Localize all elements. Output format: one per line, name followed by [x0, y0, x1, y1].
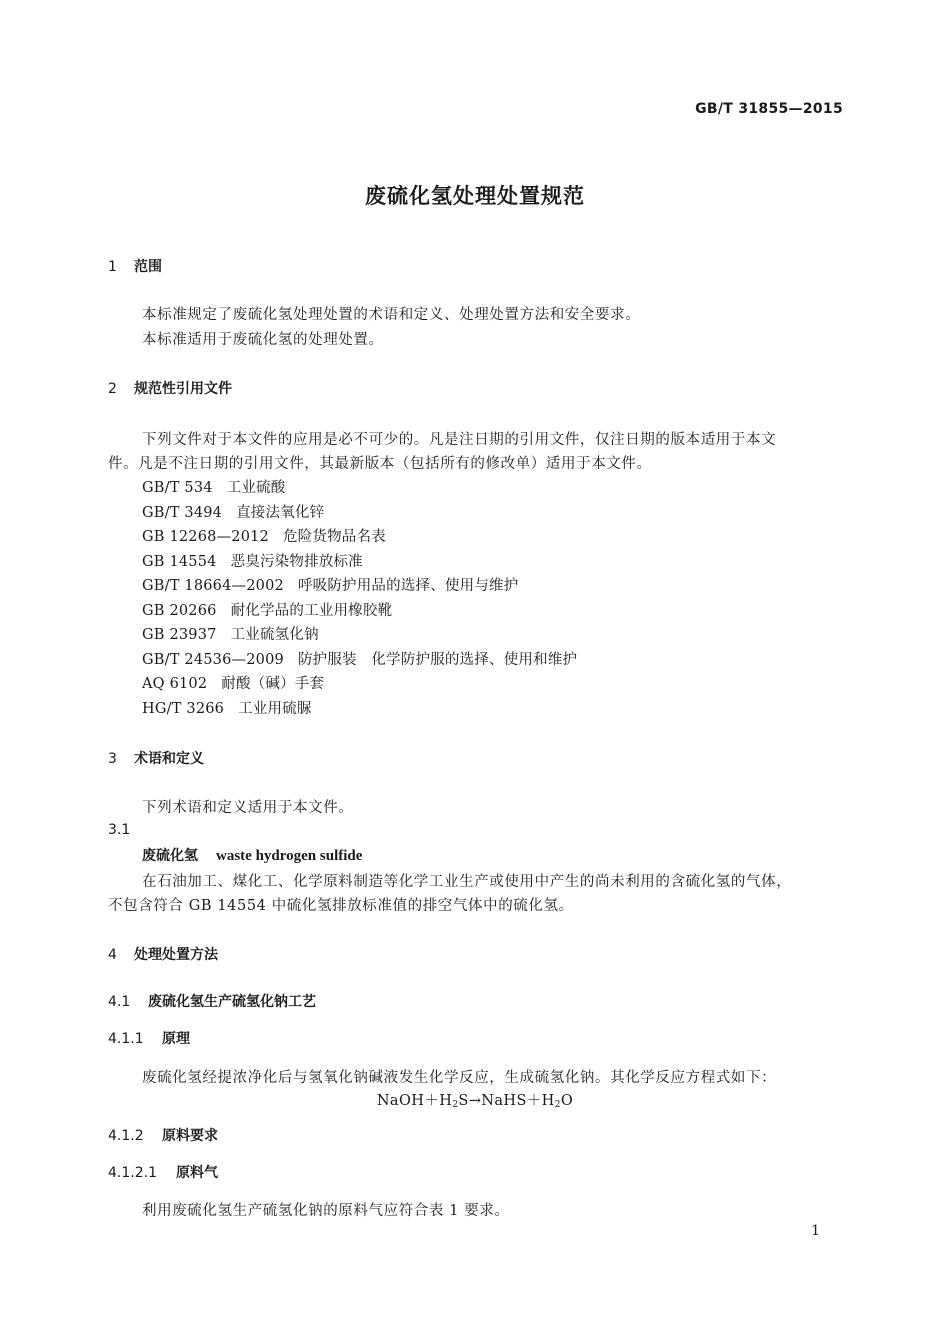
section-number: 4.1.2	[108, 1128, 144, 1144]
reference-title: 危险货物品名表	[282, 529, 386, 545]
reference-title: 耐化学品的工业用橡胶靴	[230, 603, 393, 619]
section-1-heading	[108, 256, 162, 276]
paragraph: 下列术语和定义适用于本文件。	[142, 800, 354, 816]
reference-title: 恶臭污染物排放标准	[230, 554, 363, 570]
reference-item	[142, 623, 319, 644]
equation-subscript: 2	[554, 1100, 561, 1110]
section-title: 原料要求	[162, 1128, 218, 1144]
section-4-1-heading	[108, 991, 316, 1011]
reference-title: 工业硫氢化钠	[230, 627, 319, 643]
reference-title: 耐酸（碱）手套	[221, 676, 325, 692]
reference-item	[142, 501, 324, 522]
equation-part: NaOH＋H	[376, 1093, 453, 1109]
reference-code: GB 14554	[142, 554, 217, 570]
reference-title: 直接法氧化锌	[236, 505, 325, 521]
reference-code: GB/T 534	[142, 480, 213, 496]
section-title: 处理处置方法	[134, 947, 218, 963]
paragraph: 本标准适用于废硫化氢的处理处置。	[142, 332, 384, 348]
paragraph: 在石油加工、煤化工、化学原料制造等化学工业生产或使用中产生的尚未利用的含硫化氢的气体，	[142, 874, 792, 890]
equation-part: S→NaHS＋H	[458, 1093, 555, 1109]
paragraph: 件。凡是不注日期的引用文件，其最新版本（包括所有的修改单）适用于本文件。	[108, 456, 652, 472]
standard-number: GB/T 31855—2015	[695, 101, 843, 117]
page-number: 1	[811, 1223, 820, 1239]
equation-part: O	[560, 1093, 574, 1109]
section-4-1-2-heading	[108, 1125, 218, 1145]
reference-code: GB 20266	[142, 603, 217, 619]
reference-code: GB/T 3494	[142, 505, 223, 521]
section-3-heading	[108, 748, 204, 768]
paragraph: 废硫化氢经提浓净化后与氢氧化钠碱液发生化学反应，生成硫氢化钠。其化学反应方程式如下：	[142, 1070, 777, 1086]
reference-item	[142, 599, 392, 620]
reference-item	[142, 648, 577, 669]
section-title: 原料气	[176, 1165, 218, 1181]
section-title: 规范性引用文件	[134, 381, 232, 397]
reference-item	[142, 550, 363, 571]
paragraph: 利用废硫化氢生产硫氢化钠的原料气应符合表 1 要求。	[142, 1203, 510, 1219]
section-2-heading	[108, 378, 232, 398]
section-number: 2	[108, 381, 117, 397]
reference-item	[142, 476, 286, 497]
equation-subscript: 2	[452, 1100, 459, 1110]
section-4-heading	[108, 944, 218, 964]
section-title: 原理	[162, 1031, 190, 1047]
reference-code: AQ 6102	[142, 676, 208, 692]
reference-title: 呼吸防护用品的选择、使用与维护	[297, 578, 519, 594]
reference-item	[142, 672, 324, 693]
reference-title: 工业硫酸	[226, 480, 286, 496]
paragraph: 下列文件对于本文件的应用是必不可少的。凡是注日期的引用文件，仅注日期的版本适用于本文	[142, 432, 777, 448]
section-4-1-2-1-heading	[108, 1162, 218, 1182]
chemical-equation	[0, 1089, 950, 1110]
section-number: 3	[108, 751, 117, 767]
reference-item	[142, 697, 312, 718]
term-number: 3.1	[108, 822, 131, 838]
reference-code: GB 12268—2012	[142, 529, 269, 545]
reference-title: 防护服装 化学防护服的选择、使用和维护	[297, 652, 578, 668]
reference-code: GB/T 18664—2002	[142, 578, 284, 594]
section-number: 4.1.1	[108, 1031, 144, 1047]
paragraph: 不包含符合 GB 14554 中硫化氢排放标准值的排空气体中的硫化氢。	[108, 898, 574, 914]
section-4-1-1-heading	[108, 1028, 190, 1048]
reference-code: GB/T 24536—2009	[142, 652, 284, 668]
section-number: 4.1.2.1	[108, 1165, 157, 1181]
section-number: 4.1	[108, 994, 131, 1010]
paragraph: 本标准规定了废硫化氢处理处置的术语和定义、处理处置方法和安全要求。	[142, 307, 641, 323]
reference-item	[142, 525, 386, 546]
reference-title: 工业用硫脲	[238, 701, 312, 717]
term-english: waste hydrogen sulfide	[216, 848, 363, 864]
section-number: 4	[108, 947, 117, 963]
reference-code: HG/T 3266	[142, 701, 225, 717]
reference-item	[142, 574, 518, 595]
section-number: 1	[108, 259, 117, 275]
section-title: 废硫化氢生产硫氢化钠工艺	[148, 994, 316, 1010]
document-title: 废硫化氢处理处置规范	[365, 184, 585, 208]
term-entry	[142, 845, 362, 865]
section-title: 术语和定义	[134, 751, 204, 767]
term-chinese: 废硫化氢	[142, 848, 198, 864]
reference-code: GB 23937	[142, 627, 217, 643]
section-title: 范围	[134, 259, 162, 275]
